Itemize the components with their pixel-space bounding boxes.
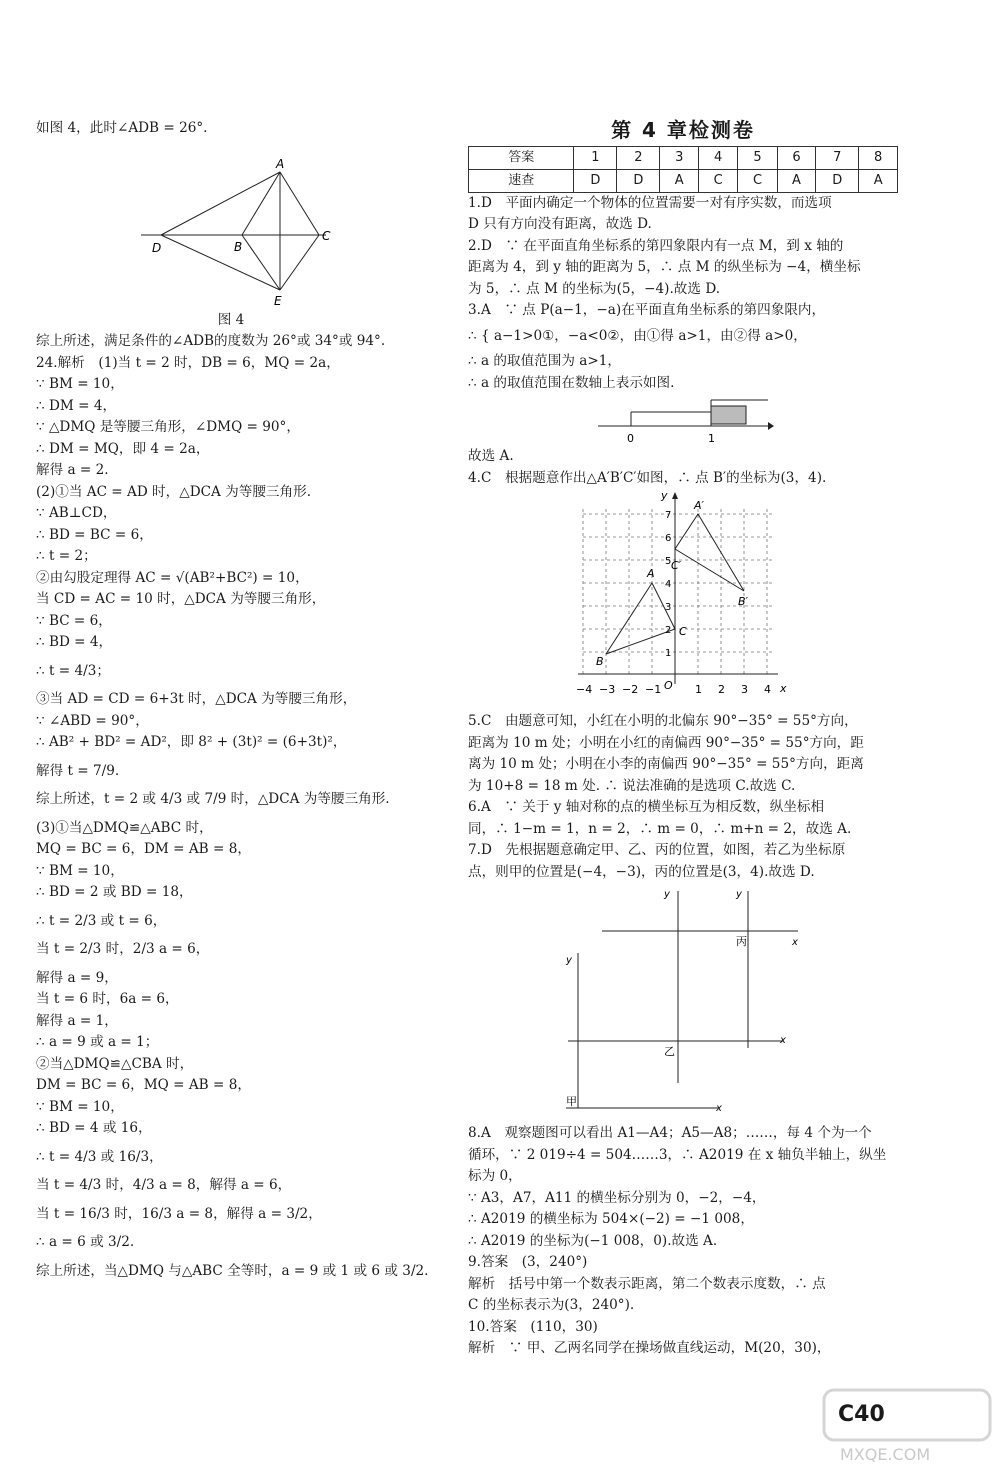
answer-line: 距离为 4，到 y 轴的距离为 5，∴ 点 M 的纵坐标为 −4，横坐标 bbox=[468, 259, 861, 275]
solution-line: 解得 a = 1， bbox=[36, 1012, 118, 1029]
fig4-caption: 图 4 bbox=[217, 311, 245, 328]
solution-line: 当 t = 2/3 时，2/3 a = 6， bbox=[36, 941, 210, 957]
answer-value: A bbox=[660, 169, 699, 192]
answer-line: D 只有方向没有距离，故选 D. bbox=[468, 216, 652, 232]
answer-line: 3.A ∵ 点 P(a−1，−a)在平面直角坐标系的第四象限内， bbox=[468, 302, 826, 318]
answer-value: A bbox=[777, 169, 816, 192]
solution-line: ∴ t = 4/3 或 16/3， bbox=[36, 1148, 163, 1165]
answer-line: 为 10+8 = 18 m 处. ∴ 说法准确的是选项 C.故选 C. bbox=[468, 777, 796, 794]
figure-4 bbox=[36, 140, 466, 310]
grid-x-tick: 3 bbox=[741, 683, 748, 696]
solution-line: ∵ BM = 10， bbox=[36, 1098, 124, 1115]
grid-point-b: B bbox=[596, 655, 604, 668]
pos-label-y2: y bbox=[736, 889, 742, 900]
fig4-intro: 如图 4，此时∠ADB = 26°. bbox=[36, 120, 208, 136]
section-title: 第 4 章检测卷 bbox=[611, 118, 755, 142]
pos-label-x3: x bbox=[716, 1103, 722, 1114]
solution-line: 综上所述，当△DMQ 与△ABC 全等时，a = 9 或 1 或 6 或 3/2. bbox=[36, 1262, 429, 1279]
solution-line: ②由勾股定理得 AC = √(AB²+BC²) = 10， bbox=[36, 569, 309, 586]
answer-line: 6.A ∵ 关于 y 轴对称的点的横坐标互为相反数，纵坐标相 bbox=[468, 799, 825, 815]
solution-line: 当 CD = AC = 10 时，△DCA 为等腰三角形， bbox=[36, 591, 326, 607]
grid-x-tick: 1 bbox=[695, 683, 702, 696]
grid-y-tick: 3 bbox=[665, 602, 672, 613]
answer-line: 解析 ∵ 甲、乙两名同学在操场做直线运动，M(20，30)， bbox=[468, 1340, 831, 1356]
answer-line: 1.D 平面内确定一个物体的位置需要一对有序实数，而选项 bbox=[468, 194, 832, 211]
answer-line: 解析 括号中第一个数表示距离，第二个数表示度数，∴ 点 bbox=[468, 1275, 826, 1292]
answer-line: ∴ a 的取值范围为 a>1， bbox=[468, 353, 622, 369]
answer-line: 距离为 10 m 处；小明在小红的南偏西 90°−35° = 55°方向，距 bbox=[468, 734, 864, 751]
answer-number: 2 bbox=[617, 146, 660, 169]
grid-x-tick: −3 bbox=[599, 683, 616, 696]
answer-value: A bbox=[859, 169, 898, 192]
numline-label-1: 1 bbox=[708, 432, 715, 445]
answer-line: 离为 10 m 处；小明在小李的南偏西 90°−35° = 55°方向，距离 bbox=[468, 756, 864, 772]
answer-number: 4 bbox=[699, 146, 738, 169]
grid-y-tick: 1 bbox=[665, 648, 672, 659]
solution-line: 当 t = 6 时，6a = 6， bbox=[36, 991, 179, 1007]
answer-line: ∴ { a−1>0①，−a<0②，由①得 a>1，由②得 a>0， bbox=[468, 327, 807, 344]
watermark-text: MXQE.COM bbox=[840, 1445, 931, 1464]
solution-line: ∵ BM = 10， bbox=[36, 376, 124, 392]
answer-value: C bbox=[699, 169, 738, 192]
grid-x-tick: 4 bbox=[764, 683, 771, 696]
solution-line: ∴ a = 6 或 3/2. bbox=[36, 1234, 135, 1250]
answer-line: 标为 0， bbox=[468, 1168, 522, 1184]
summary-angle: 综上所述，满足条件的∠ADB的度数为 26°或 34°或 94°. bbox=[36, 333, 386, 349]
grid-point-c: C bbox=[679, 625, 687, 638]
solution-line: 解得 a = 9， bbox=[36, 969, 118, 986]
solution-line: ∴ BD = 2 或 BD = 18， bbox=[36, 884, 193, 900]
answer-value: D bbox=[574, 169, 617, 192]
answer-value: D bbox=[617, 169, 660, 192]
answer-number: 3 bbox=[660, 146, 699, 169]
answer-number: 7 bbox=[816, 146, 859, 169]
solution-line: ∴ BD = BC = 6， bbox=[36, 526, 153, 543]
answer-value: D bbox=[816, 169, 859, 192]
solution-line: ③当 AD = CD = 6+3t 时，△DCA 为等腰三角形， bbox=[36, 691, 357, 707]
grid-point-c-prime: C′ bbox=[671, 559, 682, 572]
grid-point-a-prime: A′ bbox=[694, 499, 705, 512]
solution-line: 综上所述，t = 2 或 4/3 或 7/9 时，△DCA 为等腰三角形. bbox=[36, 791, 390, 807]
solution-line: 当 t = 4/3 时，4/3 a = 8，解得 a = 6， bbox=[36, 1177, 292, 1193]
grid-x-tick: −4 bbox=[576, 683, 593, 696]
pos-label-y3: y bbox=[566, 955, 572, 966]
answer-line: 7.D 先根据题意确定甲、乙、丙的位置，如图，若乙为坐标原 bbox=[468, 842, 846, 858]
fig4-label-e: E bbox=[274, 293, 282, 308]
solution-line: (2)①当 AC = AD 时，△DCA 为等腰三角形. bbox=[36, 483, 312, 500]
answer-line: ∴ a 的取值范围在数轴上表示如图. bbox=[468, 374, 675, 391]
grid-x-tick: 2 bbox=[718, 683, 725, 696]
answer-line: 2.D ∵ 在平面直角坐标系的第四象限内有一点 M，到 x 轴的 bbox=[468, 237, 844, 254]
answer-line: 循环，∵ 2 019÷4 = 504……3，∴ A2019 在 x 轴负半轴上，纵坐 bbox=[468, 1146, 887, 1163]
grid-y-tick: 5 bbox=[665, 556, 672, 567]
grid-axis-y: y bbox=[661, 489, 668, 502]
pos-label-jia: 甲 bbox=[566, 1095, 577, 1108]
right-column bbox=[468, 120, 898, 1360]
answer-table-label: 速查 bbox=[469, 169, 574, 192]
answer-table bbox=[468, 146, 898, 193]
grid-axis-x: x bbox=[780, 682, 787, 695]
answer-line: ∴ A2019 的横坐标为 504×(−2) = −1 008， bbox=[468, 1211, 754, 1227]
solution-line: ∵ ∠ABD = 90°， bbox=[36, 712, 149, 729]
grid-x-tick: −2 bbox=[622, 683, 639, 696]
solution-line: 24.解析 (1)当 t = 2 时，DB = 6，MQ = 2a， bbox=[36, 354, 340, 371]
watermark-logo bbox=[822, 1388, 992, 1466]
solution-line: ∵ △DMQ 是等腰三角形，∠DMQ = 90°， bbox=[36, 419, 300, 435]
coordinate-grid-figure bbox=[468, 489, 898, 711]
fig4-label-b: B bbox=[234, 239, 243, 254]
number-line-figure bbox=[468, 394, 898, 446]
answer-line: 5.C 由题意可知，小红在小明的北偏东 90°−35° = 55°方向， bbox=[468, 713, 858, 729]
solution-line: ∴ t = 4/3； bbox=[36, 662, 110, 679]
answer-line: ∵ A3，A7，A11 的横坐标分别为 0，−2，−4， bbox=[468, 1189, 766, 1206]
fig4-label-d: D bbox=[152, 240, 162, 255]
answer-line: C 的坐标表示为(3，240°). bbox=[468, 1297, 635, 1313]
solution-line: 解得 a = 2. bbox=[36, 462, 109, 478]
grid-y-tick: 4 bbox=[665, 579, 672, 590]
position-axes-figure bbox=[468, 883, 898, 1123]
solution-line: (3)①当△DMQ≌△ABC 时， bbox=[36, 819, 213, 836]
answer-number: 5 bbox=[738, 146, 777, 169]
solution-line: ∵ AB⊥CD， bbox=[36, 505, 117, 521]
solution-line: 解得 t = 7/9. bbox=[36, 762, 120, 779]
answer-line: 点，则甲的位置是(−4，−3)，丙的位置是(3，4).故选 D. bbox=[468, 863, 815, 880]
answer-line: 为 5，∴ 点 M 的坐标为(5，−4).故选 D. bbox=[468, 280, 721, 297]
solution-line: ∴ AB² + BD² = AD²，即 8² + (3t)² = (6+3t)²， bbox=[36, 734, 347, 750]
solution-line: ∵ BC = 6， bbox=[36, 612, 112, 629]
answer-number: 8 bbox=[859, 146, 898, 169]
solution-line: DM = BC = 6，MQ = AB = 8， bbox=[36, 1077, 251, 1093]
pos-label-bing: 丙 bbox=[736, 935, 747, 948]
answer-table-label: 答案 bbox=[469, 146, 574, 169]
answer-line: 4.C 根据题意作出△A′B′C′如图，∴ 点 B′的坐标为(3，4). bbox=[468, 469, 827, 486]
pos-label-y1: y bbox=[664, 889, 670, 900]
solution-line: ∴ a = 9 或 a = 1； bbox=[36, 1034, 159, 1050]
grid-x-tick: −1 bbox=[645, 683, 662, 696]
grid-y-tick: 2 bbox=[665, 625, 672, 636]
answer-line: 10.答案 (110，30) bbox=[468, 1318, 598, 1335]
numline-label-0: 0 bbox=[627, 432, 634, 445]
left-column bbox=[36, 118, 466, 1289]
solution-line: ∴ BD = 4 或 16， bbox=[36, 1120, 152, 1136]
answer-line: 9.答案 (3，240°) bbox=[468, 1254, 588, 1270]
grid-point-b-prime: B′ bbox=[738, 595, 749, 608]
solution-line: ∴ DM = MQ，即 4 = 2a， bbox=[36, 440, 210, 457]
solution-line: ∴ t = 2/3 或 t = 6， bbox=[36, 912, 167, 929]
pos-label-x1: x bbox=[792, 937, 798, 948]
solution-line: ∵ BM = 10， bbox=[36, 862, 124, 879]
answer-value: C bbox=[738, 169, 777, 192]
pos-label-yi: 乙 bbox=[664, 1045, 675, 1058]
grid-point-a: A bbox=[647, 567, 655, 580]
fig4-label-a: A bbox=[276, 156, 285, 171]
page-number: C40 bbox=[838, 1402, 885, 1427]
answer-line: 故选 A. bbox=[468, 448, 514, 464]
grid-y-tick: 6 bbox=[665, 533, 672, 544]
answer-line: 8.A 观察题图可以看出 A1—A4；A5—A8；……，每 4 个为一个 bbox=[468, 1125, 872, 1141]
answer-line: 同，∴ 1−m = 1，n = 2，∴ m = 0，∴ m+n = 2，故选 A. bbox=[468, 820, 852, 837]
solution-line: ∴ BD = 4， bbox=[36, 634, 113, 650]
answer-number: 6 bbox=[777, 146, 816, 169]
grid-origin: O bbox=[664, 679, 673, 692]
solution-line: ∴ DM = 4， bbox=[36, 397, 117, 414]
solution-line: ∴ t = 2； bbox=[36, 548, 97, 564]
pos-label-x2: x bbox=[780, 1035, 786, 1046]
grid-y-tick: 7 bbox=[665, 510, 672, 521]
solution-line: ②当△DMQ≌△CBA 时， bbox=[36, 1055, 194, 1072]
answer-line: ∴ A2019 的坐标为(−1 008，0).故选 A. bbox=[468, 1232, 718, 1249]
solution-line: 当 t = 16/3 时，16/3 a = 8，解得 a = 3/2， bbox=[36, 1205, 322, 1222]
answer-number: 1 bbox=[574, 146, 617, 169]
fig4-label-c: C bbox=[322, 228, 331, 243]
solution-line: MQ = BC = 6，DM = AB = 8， bbox=[36, 841, 251, 857]
